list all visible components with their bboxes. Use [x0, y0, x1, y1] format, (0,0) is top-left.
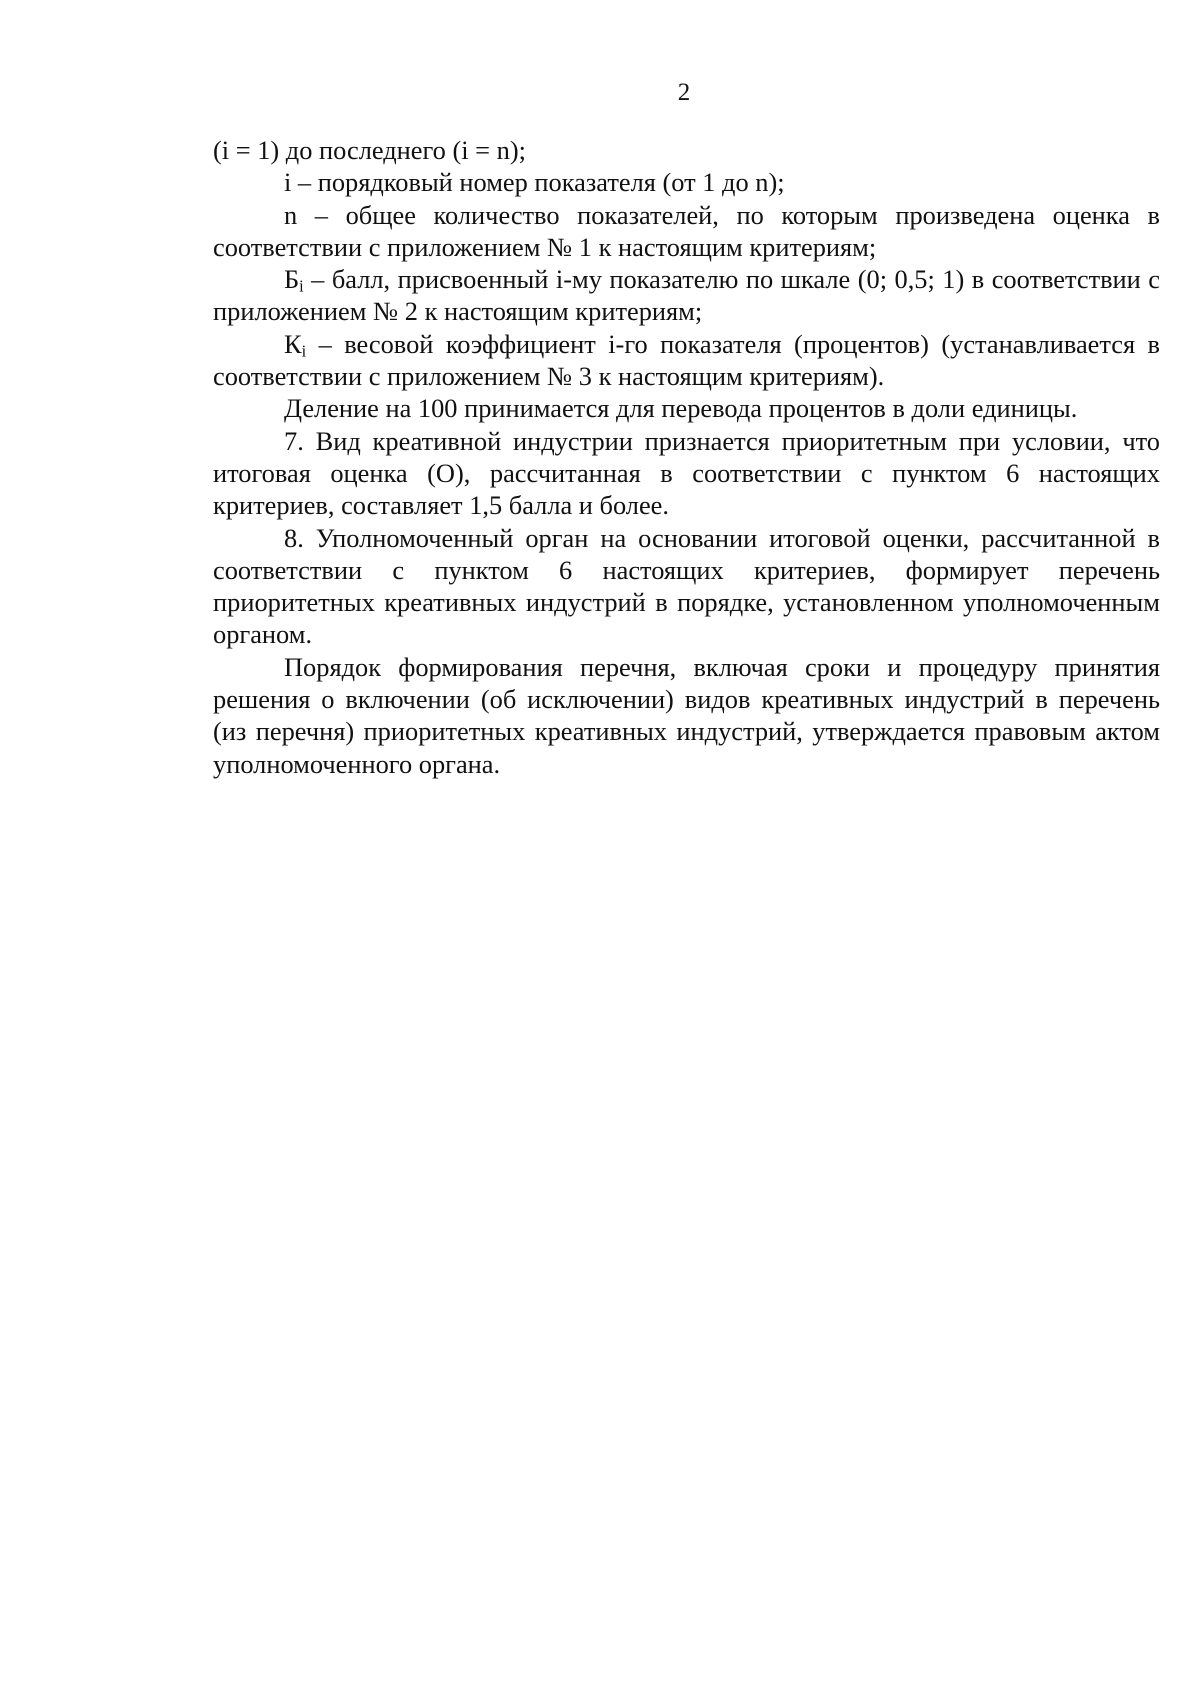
paragraph-continuation: (i = 1) до последнего (i = n); — [213, 135, 526, 165]
paragraph-definition-b — [213, 263, 1160, 328]
paragraph-definition-k — [213, 328, 1160, 393]
symbol-b: Б — [284, 264, 300, 295]
definition-b-text: – балл, присвоенный i-му показателю по шкале (0; 0,5; 1) в соответствии с приложением № 2 к настоящим критериям; — [213, 264, 1160, 327]
paragraph-procedure: Порядок формирования перечня, включая сроки и процедуру принятия решения о включении (об исключении) видов креативных индустрий в перечень (из перечня) приоритетных креативных индустрий, утверждается правовым актом уполномоченного органа. — [213, 651, 1160, 779]
symbol-k: К — [284, 328, 302, 359]
page-number: 2 — [677, 79, 691, 106]
paragraph-definition-i: i – порядковый номер показателя (от 1 до n); — [284, 167, 785, 198]
paragraph-item-7: 7. Вид креативной индустрии признается приоритетным при условии, что итоговая оценка (О), рассчитанная в соответствии с пунктом 6 настоящих критериев, составляет 1,5 балла и более. — [213, 425, 1160, 521]
symbol-b-subscript: i — [299, 276, 304, 296]
paragraph-definition-n: n – общее количество показателей, по которым произведена оценка в соответствии с приложением № 1 к настоящим критериям; — [213, 199, 1160, 262]
paragraph-item-8: 8. Уполномоченный орган на основании итоговой оценки, рассчитанной в соответствии с пунктом 6 настоящих критериев, формирует перечень приоритетных креативных индустрий в порядке, установленном уполномоченным органом. — [213, 522, 1160, 650]
definition-k-text: – весовой коэффициент i-го показателя (процентов) (устанавливается в соответствии с приложением № 3 к настоящим критериям). — [213, 328, 1160, 392]
symbol-k-subscript: i — [301, 341, 307, 361]
paragraph-division-note: Деление на 100 принимается для перевода процентов в доли единицы. — [284, 393, 1078, 424]
document-body — [213, 134, 1160, 780]
